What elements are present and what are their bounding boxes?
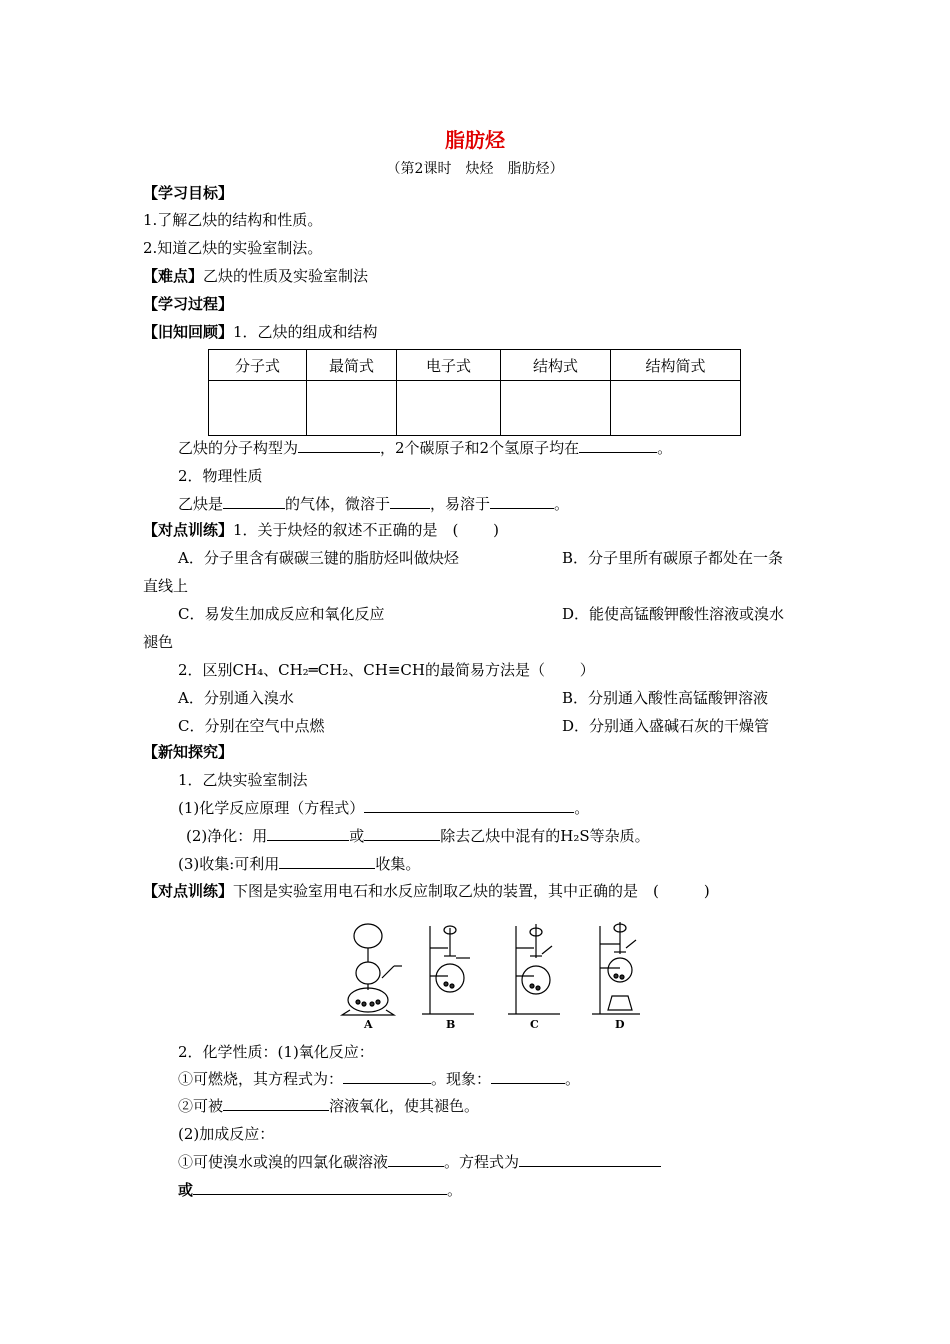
lab-line-2 xyxy=(186,826,650,846)
answer-blank[interactable] xyxy=(390,494,430,509)
q2-option-d: D．分别通入盛碱石灰的干燥管 xyxy=(562,717,770,735)
add-text: 。 xyxy=(447,1181,463,1199)
drill2-line xyxy=(143,881,710,901)
lab-text: 或 xyxy=(349,827,365,845)
table-header: 结构简式 xyxy=(611,350,741,381)
lab-text: (2)净化：用 xyxy=(186,827,268,845)
chem-text: 。 xyxy=(565,1070,581,1088)
figure-label: B xyxy=(446,1018,456,1030)
figure-label: A xyxy=(364,1018,373,1030)
page-title: 脂肪烃 xyxy=(445,128,505,152)
answer-blank[interactable] xyxy=(579,438,657,453)
chem-text: ②可被 xyxy=(178,1097,224,1115)
chem-line-2 xyxy=(178,1096,479,1116)
apparatus-figure xyxy=(330,918,640,1030)
lab-text: (3)收集:可利用 xyxy=(178,855,280,873)
add-line-1 xyxy=(178,1152,661,1172)
add-text: ①可使溴水或溴的四氯化碳溶液 xyxy=(178,1153,389,1171)
table-cell xyxy=(209,381,307,436)
lab-title: 1．乙炔实验室制法 xyxy=(178,771,308,789)
answer-blank[interactable] xyxy=(343,1069,431,1084)
q1-option-b-cont: 直线上 xyxy=(143,577,189,595)
q2-text: 2．区别CH₄、CH₂═CH₂、CH≡CH的最简易方法是（ ） xyxy=(178,661,595,679)
drill-label: 【对点训练】 xyxy=(143,882,234,900)
physical-text: 的气体，微溶于 xyxy=(285,495,391,513)
answer-blank[interactable] xyxy=(519,1152,661,1167)
q1-option-b: B．分子里所有碳原子都处在一条 xyxy=(562,549,784,567)
apparatus-a xyxy=(342,924,402,1015)
q1-option-c: C．易发生加成反应和氧化反应 xyxy=(178,605,385,623)
review-label: 【旧知回顾】 xyxy=(143,323,234,341)
apparatus-c xyxy=(508,924,560,1014)
shape-text: 。 xyxy=(657,439,673,457)
answer-blank[interactable] xyxy=(364,798,574,813)
apparatus-b xyxy=(422,926,474,1014)
table-header: 电子式 xyxy=(397,350,501,381)
difficulty-line xyxy=(143,266,368,286)
new-heading: 【新知探究】 xyxy=(143,743,234,761)
table-header: 分子式 xyxy=(209,350,307,381)
chem-text: 溶液氧化，使其褪色。 xyxy=(329,1097,480,1115)
q1-text: 1．关于炔烃的叙述不正确的是 ( ) xyxy=(233,521,500,539)
physical-heading: 2．物理性质 xyxy=(178,467,263,485)
drill2-text: 下图是实验室用电石和水反应制取乙炔的装置，其中正确的是 ( ) xyxy=(233,882,710,900)
lab-line-1 xyxy=(178,798,589,818)
physical-line xyxy=(178,494,569,514)
q2-option-b: B．分别通入酸性高锰酸钾溶液 xyxy=(562,689,769,707)
add-text: 。方程式为 xyxy=(444,1153,520,1171)
shape-text: 乙炔的分子构型为 xyxy=(178,439,299,457)
q2-option-c: C．分别在空气中点燃 xyxy=(178,717,325,735)
table-header: 最简式 xyxy=(307,350,397,381)
q1-line xyxy=(143,520,499,540)
apparatus-d xyxy=(592,922,640,1014)
answer-blank[interactable] xyxy=(279,854,375,869)
answer-blank[interactable] xyxy=(298,438,380,453)
q1-option-d-cont: 褪色 xyxy=(143,633,174,651)
structure-table xyxy=(208,349,741,436)
figure-label: C xyxy=(530,1018,539,1030)
table-cell xyxy=(307,381,397,436)
physical-text: 乙炔是 xyxy=(178,495,224,513)
physical-text: 。 xyxy=(554,495,570,513)
answer-blank[interactable] xyxy=(491,1069,565,1084)
q2-option-a: A．分别通入溴水 xyxy=(178,689,294,707)
lab-text: 。 xyxy=(574,799,590,817)
difficulty-label: 【难点】 xyxy=(143,267,204,285)
add-title: (2)加成反应： xyxy=(178,1125,275,1143)
goal-1: 1.了解乙炔的结构和性质。 xyxy=(143,211,323,229)
page-subtitle: （第2课时 炔烃 脂肪烃） xyxy=(386,161,564,177)
add-or: 或 xyxy=(178,1181,194,1199)
chem-title: 2．化学性质：(1)氧化反应： xyxy=(178,1043,374,1061)
answer-blank[interactable] xyxy=(388,1152,444,1167)
lab-text: 除去乙炔中混有的H₂S等杂质。 xyxy=(440,827,650,845)
chem-line-1 xyxy=(178,1069,580,1089)
drill-label: 【对点训练】 xyxy=(143,521,234,539)
review-text: 1．乙炔的组成和结构 xyxy=(233,323,378,341)
lab-text: (1)化学反应原理（方程式） xyxy=(178,799,365,817)
answer-blank[interactable] xyxy=(490,494,554,509)
lab-line-3 xyxy=(178,854,420,874)
goals-heading: 【学习目标】 xyxy=(143,184,234,202)
table-cell xyxy=(611,381,741,436)
process-heading: 【学习过程】 xyxy=(143,295,234,313)
difficulty-text: 乙炔的性质及实验室制法 xyxy=(203,267,369,285)
table-cell xyxy=(501,381,611,436)
chem-text: ①可燃烧，其方程式为： xyxy=(178,1070,344,1088)
lab-text: 收集。 xyxy=(375,855,421,873)
answer-blank[interactable] xyxy=(223,1096,329,1111)
answer-blank[interactable] xyxy=(364,826,440,841)
add-line-2 xyxy=(178,1180,462,1200)
figure-label: D xyxy=(615,1018,625,1030)
q1-option-a: A．分子里含有碳碳三键的脂肪烃叫做炔烃 xyxy=(178,549,459,567)
shape-text: ，2个碳原子和2个氢原子均在 xyxy=(380,439,580,457)
goal-2: 2.知道乙炔的实验室制法。 xyxy=(143,239,323,257)
table-header: 结构式 xyxy=(501,350,611,381)
shape-line xyxy=(178,438,672,458)
answer-blank[interactable] xyxy=(267,826,349,841)
answer-blank[interactable] xyxy=(223,494,285,509)
q1-option-d: D．能使高锰酸钾酸性溶液或溴水 xyxy=(562,605,785,623)
physical-text: ，易溶于 xyxy=(430,495,491,513)
chem-text: 。现象： xyxy=(431,1070,492,1088)
review-line xyxy=(143,322,378,342)
table-cell xyxy=(397,381,501,436)
answer-blank[interactable] xyxy=(193,1180,447,1195)
